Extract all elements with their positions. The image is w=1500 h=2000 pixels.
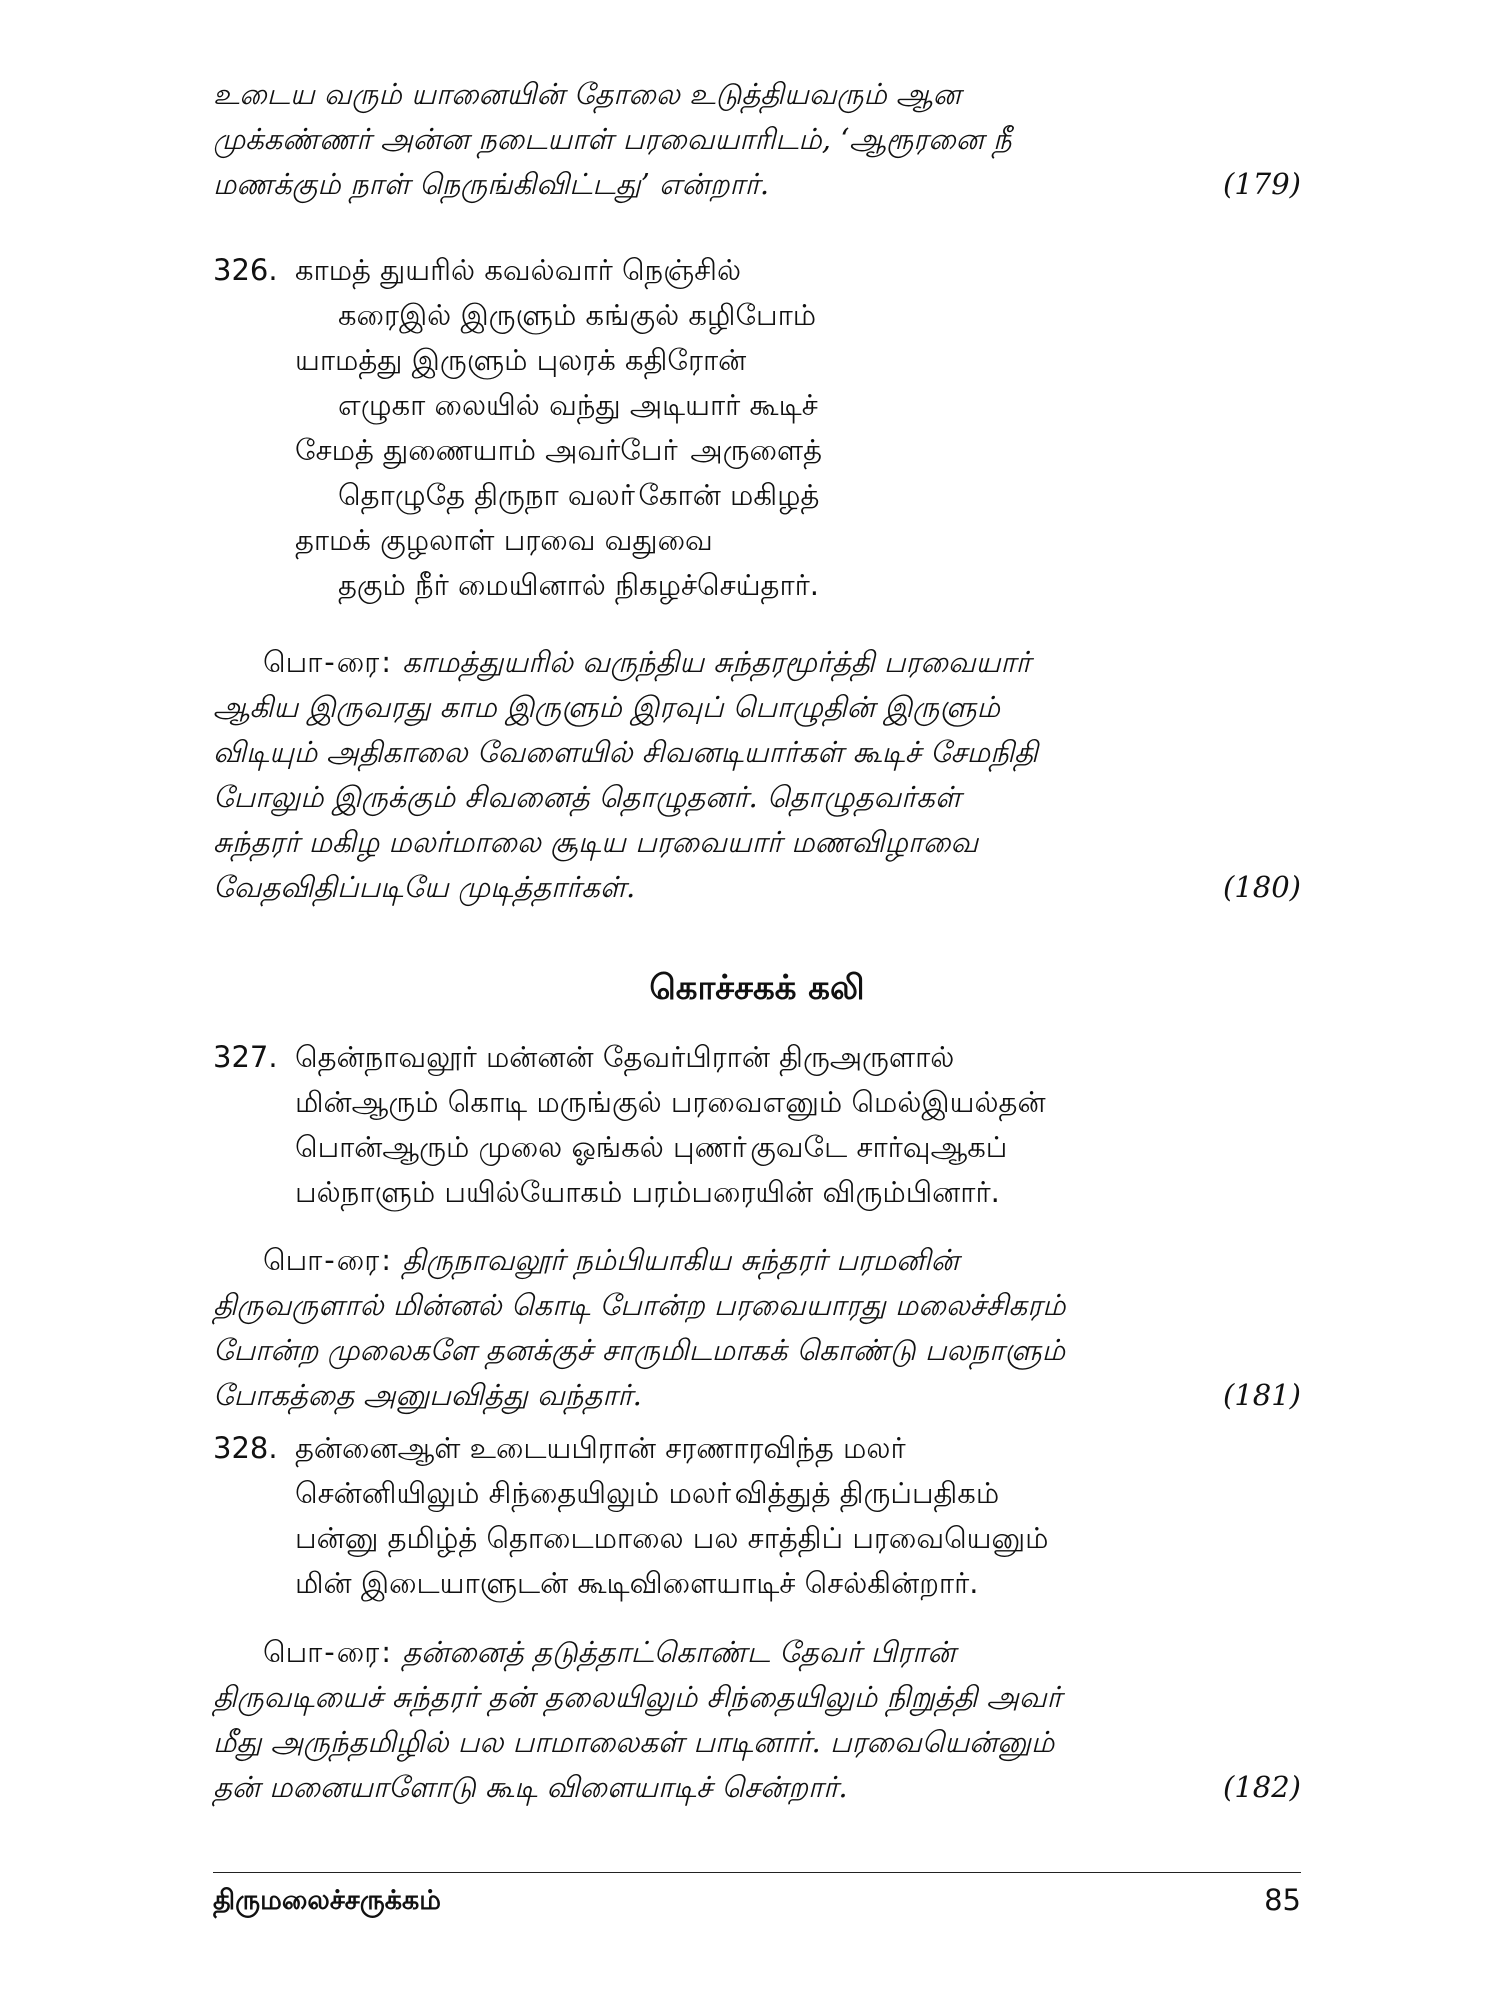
footer-chapter-title: திருமலைச்சருக்கம் bbox=[213, 1885, 442, 1916]
prose-last-line bbox=[213, 1765, 1301, 1810]
commentary-180 bbox=[213, 640, 1301, 910]
verse-line: யாமத்து இருளும் புலரக் கதிரோன் bbox=[295, 343, 747, 377]
verse-line: பல்நாளும் பயில்யோகம் பரம்பரையின் விரும்பினார். bbox=[295, 1175, 1000, 1209]
verse-line: தகும் நீர் மையினால் நிகழச்செய்தார். bbox=[338, 568, 819, 602]
reference-number: (180) bbox=[1223, 870, 1301, 904]
prose-line: வேதவிதிப்படியே முடித்தார்கள். bbox=[213, 870, 636, 904]
prose-line: போகத்தை அனுபவித்து வந்தார். bbox=[213, 1378, 642, 1412]
commentary-181 bbox=[213, 1238, 1301, 1418]
prose-line: சுந்தரர் மகிழ மலர்மாலை சூடிய பரவையார் மணவிழாவை bbox=[213, 825, 979, 859]
verse-line: பன்னு தமிழ்த் தொடைமாலை பல சாத்திப் பரவையெனும் bbox=[295, 1521, 1049, 1555]
verse-number: 328. bbox=[213, 1431, 278, 1465]
prose-line: திருவருளால் மின்னல் கொடி போன்ற பரவையாரது மலைச்சிகரம் bbox=[213, 1288, 1066, 1322]
verse-line: காமத் துயரில் கவல்வார் நெஞ்சில் bbox=[295, 253, 742, 287]
verse-line: தொழுதே திருநா வலா்கோன் மகிழத் bbox=[338, 478, 820, 512]
verse-327 bbox=[213, 1035, 1301, 1215]
verse-line: மின் இடையாளுடன் கூடிவிளையாடிச் செல்கின்றார். bbox=[295, 1566, 979, 1600]
footer-divider bbox=[213, 1872, 1301, 1873]
commentary-label: பொ-ரை: bbox=[263, 1635, 393, 1669]
prose-last-line bbox=[213, 162, 1301, 207]
verse-line: சென்னியிலும் சிந்தையிலும் மலா்வித்துத் திருப்பதிகம் bbox=[295, 1476, 1000, 1510]
verse-line: தாமக் குழலாள் பரவை வதுவை bbox=[295, 523, 713, 557]
section-heading: கொச்சகக் கலி bbox=[649, 968, 865, 1008]
verse-line: தென்நாவலூர் மன்னன் தேவர்பிரான் திருஅருளால் bbox=[295, 1040, 955, 1074]
prose-line: தன் மனையாளோடு கூடி விளையாடிச் சென்றார். bbox=[213, 1770, 848, 1804]
prose-last-line bbox=[213, 865, 1301, 910]
verse-number: 326. bbox=[213, 253, 278, 287]
prose-line: மீது அருந்தமிழில் பல பாமாலைகள் பாடினார். பரவையென்னும் bbox=[213, 1725, 1055, 1759]
prose-line: உடைய வரும் யானையின் தோலை உடுத்தியவரும் ஆன bbox=[213, 77, 961, 111]
reference-number: (181) bbox=[1223, 1378, 1301, 1412]
verse-line: எழுகா லையில் வந்து அடியார் கூடிச் bbox=[338, 388, 818, 422]
page-number: 85 bbox=[1264, 1883, 1301, 1917]
verse-line: தன்னைஆள் உடையபிரான் சரணாரவிந்த மலா் bbox=[295, 1431, 910, 1465]
verse-line: மின்ஆரும் கொடி மருங்குல் பரவைஎனும் மெல்இயல்தன் bbox=[295, 1085, 1046, 1119]
verse-line: பொன்ஆரும் முலை ஓங்கல் புணா்குவடே சார்வுஆகப் bbox=[295, 1130, 1008, 1164]
commentary-label: பொ-ரை: bbox=[263, 1243, 393, 1277]
reference-number: (179) bbox=[1223, 167, 1301, 201]
prose-line: காமத்துயரில் வருந்திய சுந்தரமூர்த்தி பரவையார் bbox=[402, 645, 1031, 679]
verse-line: சேமத் துணையாம் அவர்போ் அருளைத் bbox=[295, 433, 822, 467]
prose-line: மணக்கும் நாள் நெருங்கிவிட்டது’ என்றார். bbox=[213, 167, 770, 201]
prose-line: திருநாவலூர் நம்பியாகிய சுந்தரர் பரமனின் bbox=[402, 1243, 959, 1277]
commentary-label: பொ-ரை: bbox=[263, 645, 393, 679]
verse-line: கரைஇல் இருளும் கங்குல் கழிபோம் bbox=[338, 298, 817, 332]
prose-last-line bbox=[213, 1373, 1301, 1418]
prose-179 bbox=[213, 72, 1301, 207]
commentary-182 bbox=[213, 1630, 1301, 1810]
verse-326 bbox=[213, 248, 1301, 608]
prose-line: விடியும் அதிகாலை வேளையில் சிவனடியார்கள் கூடிச் சேமநிதி bbox=[213, 735, 1038, 769]
prose-line: திருவடியைச் சுந்தரர் தன் தலையிலும் சிந்தையிலும் நிறுத்தி அவர் bbox=[213, 1680, 1062, 1714]
prose-line: முக்கண்ணர் அன்ன நடையாள் பரவையாரிடம், ‘ஆரூரனை நீ bbox=[213, 122, 1012, 156]
reference-number: (182) bbox=[1223, 1770, 1301, 1804]
prose-line: தன்னைத் தடுத்தாட்கொண்ட தேவர் பிரான் bbox=[402, 1635, 956, 1669]
verse-number: 327. bbox=[213, 1040, 278, 1074]
prose-line: ஆகிய இருவரது காம இருளும் இரவுப் பொழுதின் இருளும் bbox=[213, 690, 1000, 724]
prose-line: போலும் இருக்கும் சிவனைத் தொழுதனர். தொழுதவர்கள் bbox=[213, 780, 961, 814]
prose-line: போன்ற முலைகளே தனக்குச் சாருமிடமாகக் கொண்டு பலநாளும் bbox=[213, 1333, 1066, 1367]
verse-328 bbox=[213, 1426, 1301, 1606]
